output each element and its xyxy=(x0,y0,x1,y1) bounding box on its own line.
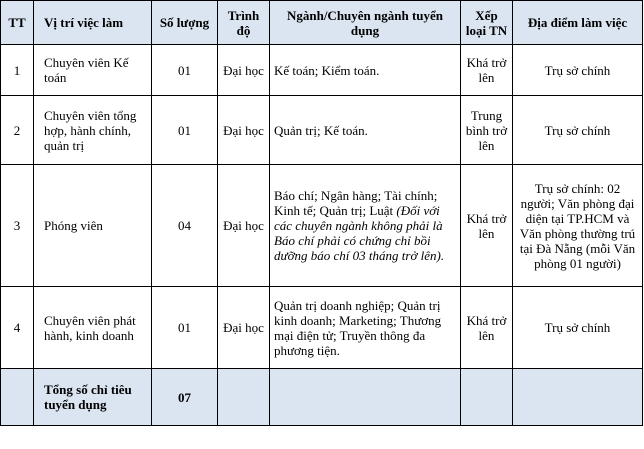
total-empty-cell xyxy=(270,369,461,426)
header-row xyxy=(1,1,643,45)
cell-major xyxy=(270,287,461,369)
table-row xyxy=(1,96,643,165)
cell-tt: 3 xyxy=(1,165,34,287)
total-empty-cell xyxy=(461,369,513,426)
cell-position: Chuyên viên phát hành, kinh doanh xyxy=(34,287,152,369)
cell-location: Trụ sở chính xyxy=(513,45,643,96)
total-empty-cell xyxy=(513,369,643,426)
cell-level: Đại học xyxy=(218,287,270,369)
cell-level: Đại học xyxy=(218,45,270,96)
cell-rank: Khá trở lên xyxy=(461,45,513,96)
cell-major xyxy=(270,96,461,165)
cell-quantity: 01 xyxy=(152,96,218,165)
cell-major xyxy=(270,165,461,287)
cell-position: Chuyên viên tổng hợp, hành chính, quản trị xyxy=(34,96,152,165)
header-level: Trình độ xyxy=(218,1,270,45)
header-location: Địa điểm làm việc xyxy=(513,1,643,45)
cell-position: Chuyên viên Kế toán xyxy=(34,45,152,96)
header-major: Ngành/Chuyên ngành tuyển dụng xyxy=(270,1,461,45)
cell-location: Trụ sở chính: 02 người; Văn phòng đại diện tại TP.HCM và Văn phòng thường trú tại Đà Nẵng (mỗi Văn phòng 01 người) xyxy=(513,165,643,287)
cell-rank: Trung bình trở lên xyxy=(461,96,513,165)
major-text: Báo chí; Ngân hàng; Tài chính; Kinh tế; Quản trị; Luật xyxy=(274,188,438,218)
total-empty-cell xyxy=(218,369,270,426)
cell-rank: Khá trở lên xyxy=(461,165,513,287)
table-row xyxy=(1,45,643,96)
total-row xyxy=(1,369,643,426)
header-tt: TT xyxy=(1,1,34,45)
cell-level: Đại học xyxy=(218,165,270,287)
cell-tt: 2 xyxy=(1,96,34,165)
cell-position: Phóng viên xyxy=(34,165,152,287)
table-row xyxy=(1,287,643,369)
cell-location: Trụ sở chính xyxy=(513,287,643,369)
cell-tt: 1 xyxy=(1,45,34,96)
major-note: (Đối với các chuyên ngành không phải là Báo chí phải có chứng chỉ bồi dưỡng báo chí 03 tháng trở lên). xyxy=(274,203,445,263)
table-row xyxy=(1,165,643,287)
major-text: Quản trị; Kế toán. xyxy=(274,122,368,138)
header-position: Vị trí việc làm xyxy=(34,1,152,45)
cell-level: Đại học xyxy=(218,96,270,165)
total-empty-cell xyxy=(1,369,34,426)
cell-quantity: 01 xyxy=(152,287,218,369)
major-text: Quản trị doanh nghiệp; Quản trị kinh doanh; Marketing; Thương mại điện tử; Truyền thông đa phương tiện. xyxy=(274,297,442,358)
total-label: Tổng số chỉ tiêu tuyển dụng xyxy=(34,369,152,426)
cell-quantity: 01 xyxy=(152,45,218,96)
total-quantity: 07 xyxy=(152,369,218,426)
cell-tt: 4 xyxy=(1,287,34,369)
cell-major xyxy=(270,45,461,96)
cell-rank: Khá trở lên xyxy=(461,287,513,369)
cell-location: Trụ sở chính xyxy=(513,96,643,165)
header-quantity: Số lượng xyxy=(152,1,218,45)
major-text: Kế toán; Kiểm toán. xyxy=(274,62,380,78)
cell-quantity: 04 xyxy=(152,165,218,287)
header-rank: Xếp loại TN xyxy=(461,1,513,45)
